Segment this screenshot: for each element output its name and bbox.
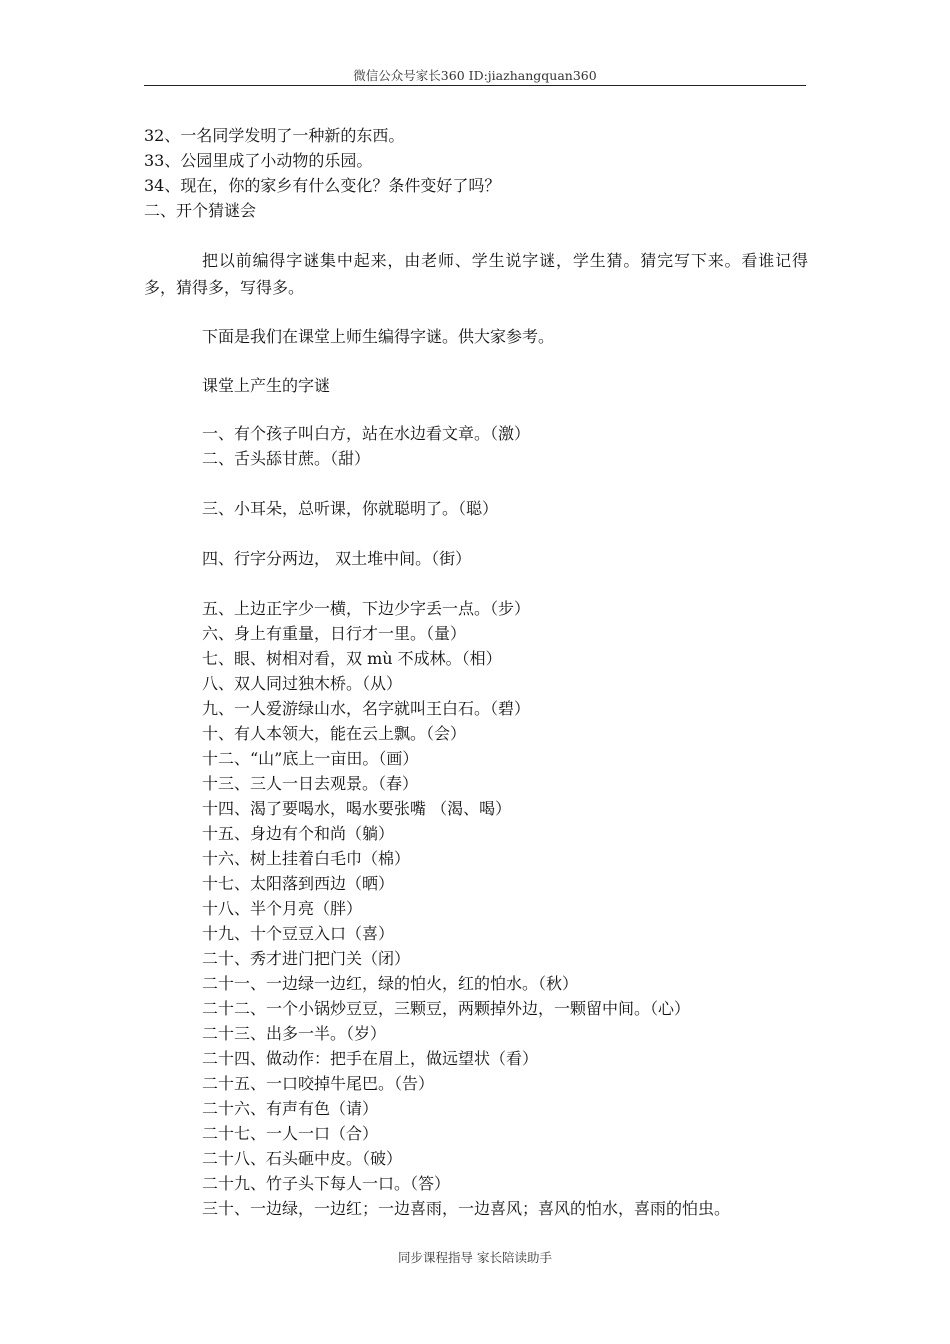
paragraph-instructions: 把以前编得字谜集中起来，由老师、学生说字谜，学生猜。猜完写下来。看谁记得多，猜得多，写得多。 <box>144 251 808 297</box>
riddle-item: 三十、一边绿，一边红；一边喜雨，一边喜风；喜风的怕水，喜雨的怕虫。 <box>202 1199 731 1218</box>
riddle-item: 九、一人爱游绿山水，名字就叫王白石。（碧） <box>202 699 531 718</box>
riddle-item: 二十、秀才进门把门关（闭） <box>202 949 411 968</box>
header-divider <box>144 85 806 86</box>
page-header: 微信公众号家长360 ID:jiazhangquan360 <box>353 68 597 83</box>
riddle-item: 十七、太阳落到西边（晒） <box>202 874 395 893</box>
riddle-item: 二十七、一人一口（合） <box>202 1124 379 1143</box>
riddle-item: 一、有个孩子叫白方，站在水边看文章。（激） <box>202 424 531 443</box>
paragraph-subheading: 课堂上产生的字谜 <box>202 376 331 395</box>
riddle-item: 十三、三人一日去观景。（春） <box>202 774 419 793</box>
riddle-item: 七、眼、树相对看，双 mù 不成林。（相） <box>202 649 502 668</box>
riddle-item: 二十二、一个小锅炒豆豆，三颗豆，两颗掉外边，一颗留中间。（心） <box>202 999 691 1018</box>
page-footer: 同步课程指导 家长陪读助手 <box>398 1250 552 1265</box>
text-line-34: 34、现在，你的家乡有什么变化？条件变好了吗？ <box>144 176 501 195</box>
paragraph-reference: 下面是我们在课堂上师生编得字谜。供大家参考。 <box>202 327 555 346</box>
text-line-33: 33、公园里成了小动物的乐园。 <box>144 151 373 170</box>
riddle-item: 十、有人本领大，能在云上飘。（会） <box>202 724 467 743</box>
riddle-item: 八、双人同过独木桥。（从） <box>202 674 403 693</box>
section-heading: 二、开个猜谜会 <box>144 201 257 220</box>
riddle-item: 二十一、一边绿一边红，绿的怕火，红的怕水。（秋） <box>202 974 579 993</box>
riddle-item: 二十六、有声有色（请） <box>202 1099 379 1118</box>
riddle-item: 二十三、出多一半。（岁） <box>202 1024 387 1043</box>
riddle-item: 二十九、竹子头下每人一口。（答） <box>202 1174 451 1193</box>
riddle-item: 五、上边正字少一横，下边少字丢一点。（步） <box>202 599 531 618</box>
riddle-item: 三、小耳朵，总听课，你就聪明了。（聪） <box>202 499 499 518</box>
riddle-item: 六、身上有重量，日行才一里。（量） <box>202 624 467 643</box>
riddle-item: 十六、树上挂着白毛巾（棉） <box>202 849 411 868</box>
riddle-item: 二十五、一口咬掉牛尾巴。（告） <box>202 1074 435 1093</box>
riddle-item: 十九、十个豆豆入口（喜） <box>202 924 395 943</box>
riddle-item: 十八、半个月亮（胖） <box>202 899 363 918</box>
document-body <box>144 123 808 1221</box>
riddle-item: 二、舌头舔甘蔗。（甜） <box>202 449 371 468</box>
riddle-item: 十四、渴了要喝水，喝水要张嘴 （渴、喝） <box>202 799 512 818</box>
riddle-item: 二十四、做动作：把手在眉上，做远望状（看） <box>202 1049 539 1068</box>
text-line-32: 32、一名同学发明了一种新的东西。 <box>144 126 405 145</box>
riddle-item: 二十八、石头砸中皮。（破） <box>202 1149 403 1168</box>
riddle-item: 四、行字分两边， 双土堆中间。（街） <box>202 549 472 568</box>
riddle-item: 十二、“山”底上一亩田。（画） <box>202 749 419 768</box>
riddle-item: 十五、身边有个和尚（躺） <box>202 824 395 843</box>
